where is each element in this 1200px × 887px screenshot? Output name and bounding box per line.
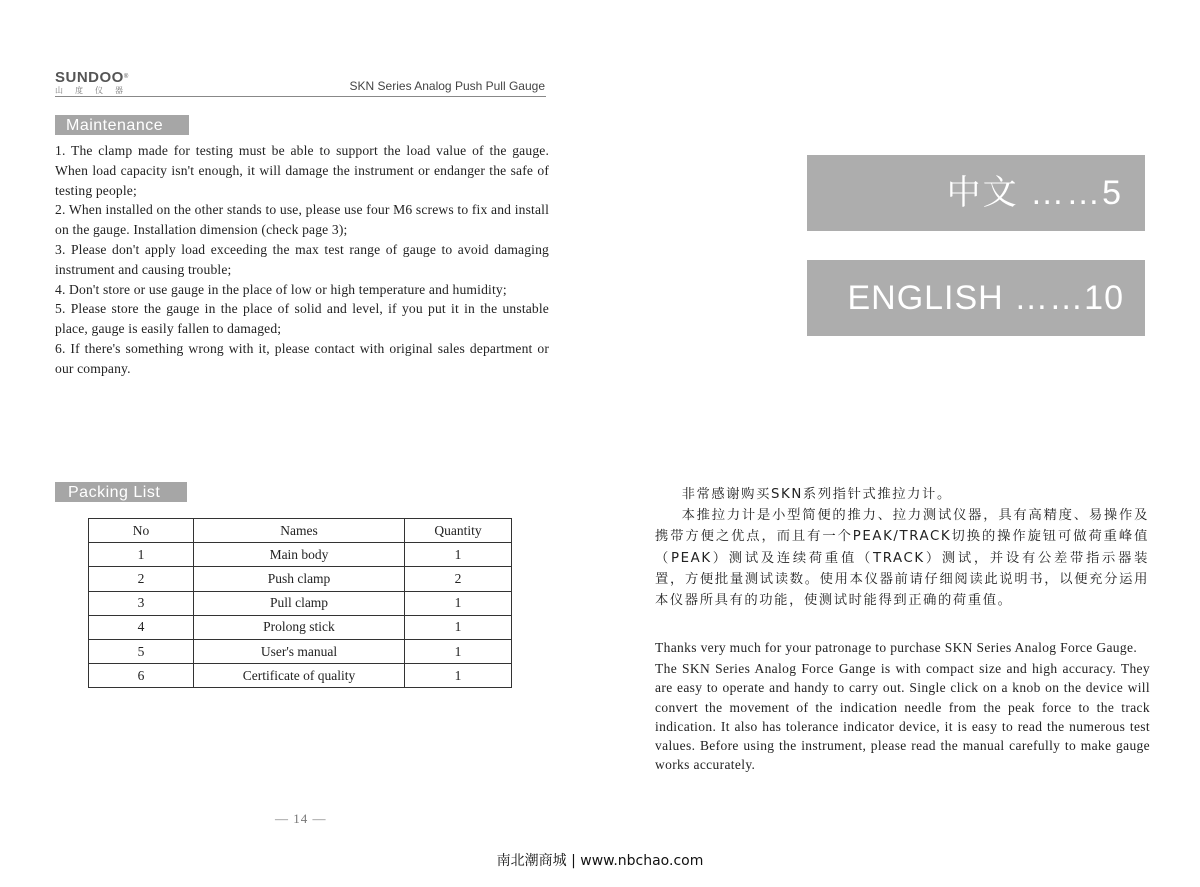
maintenance-item: 5. Please store the gauge in the place of solid and level, if you put it in the unstable place, gauge is easily fallen to damaged; — [55, 301, 549, 337]
cell-quantity: 1 — [405, 639, 512, 663]
brand-logo — [55, 70, 150, 96]
column-header-quantity: Quantity — [405, 519, 512, 543]
maintenance-item: 3. Please don't apply load exceeding the max test range of gauge to avoid damaging instrument and causing trouble; — [55, 241, 549, 277]
registered-mark: ® — [123, 74, 129, 80]
english-intro-paragraph: Thanks very much for your patronage to purchase SKN Series Analog Force Gauge. — [655, 640, 1138, 655]
cell-quantity: 1 — [405, 664, 512, 688]
english-introduction — [655, 638, 1150, 776]
cell-no: 2 — [89, 567, 194, 591]
cell-no: 1 — [89, 543, 194, 567]
table-row — [89, 543, 512, 567]
toc-chinese-link[interactable]: 中文 ……5 — [807, 155, 1145, 231]
maintenance-list — [55, 141, 549, 379]
maintenance-item: 2. When installed on the other stands to use, please use four M6 screws to fix and install on the gauge. Installation dimension (check page 3); — [55, 202, 549, 238]
cell-quantity: 1 — [405, 615, 512, 639]
table-row — [89, 591, 512, 615]
chinese-intro-paragraph: 本推拉力计是小型简便的推力、拉力测试仪器，具有高精度、易操作及携带方便之优点，而且有一个PEAK/TRACK切换的操作旋钮可做荷重峰值（PEAK）测试及连续荷重值（TRACK）测试，并设有公差带指示器装置，方便批量测试读数。使用本仪器前请仔细阅读此说明书，以便充分运用本仪器所具有的功能，使测试时能得到正确的荷重值。 — [655, 508, 1149, 609]
cell-quantity: 1 — [405, 591, 512, 615]
cell-name: Certificate of quality — [194, 664, 405, 688]
site-footer: 南北潮商城 | www.nbchao.com — [496, 853, 704, 869]
maintenance-item: 6. If there's something wrong with it, please contact with original sales department or our company. — [55, 340, 549, 376]
cell-name: User's manual — [194, 639, 405, 663]
cell-no: 5 — [89, 639, 194, 663]
packing-list-heading: Packing List — [55, 482, 187, 502]
chinese-introduction — [655, 484, 1149, 611]
cell-quantity: 2 — [405, 567, 512, 591]
column-header-names: Names — [194, 519, 405, 543]
cell-name: Prolong stick — [194, 615, 405, 639]
logo-wordmark: SUNDOO — [55, 69, 124, 86]
logo-subtitle: 山度仪器 — [55, 86, 135, 95]
cell-name: Push clamp — [194, 567, 405, 591]
cell-name: Main body — [194, 543, 405, 567]
table-row — [89, 615, 512, 639]
maintenance-heading: Maintenance — [55, 115, 189, 135]
table-row — [89, 567, 512, 591]
column-header-no: No — [89, 519, 194, 543]
cell-no: 6 — [89, 664, 194, 688]
maintenance-item: 4. Don't store or use gauge in the place of low or high temperature and humidity; — [55, 281, 507, 297]
chinese-intro-paragraph: 非常感谢购买SKN系列指针式推拉力计。 — [681, 487, 952, 502]
header-title: SKN Series Analog Push Pull Gauge — [349, 79, 545, 93]
packing-table — [88, 518, 512, 688]
cell-no: 4 — [89, 615, 194, 639]
cell-quantity: 1 — [405, 543, 512, 567]
english-intro-paragraph: The SKN Series Analog Force Gange is with compact size and high accuracy. They are easy to operate and handy to carry out. Single click on a knob on the device will convert the movement of the indication needle from the peak force to the track indication. It also has tolerance indicator device, it is easy to read the numerous test values. Before using the instrument, please read the manual carefully to make gauge works accurately. — [655, 661, 1150, 773]
table-header-row — [89, 519, 512, 543]
cell-name: Pull clamp — [194, 591, 405, 615]
table-row — [89, 664, 512, 688]
page-number: — 14 — — [275, 811, 327, 826]
toc-english-link[interactable]: ENGLISH ……10 — [807, 260, 1145, 336]
table-row — [89, 639, 512, 663]
cell-no: 3 — [89, 591, 194, 615]
maintenance-item: 1. The clamp made for testing must be able to support the load value of the gauge. When load capacity isn't enough, it will damage the instrument or endanger the safe of testing people; — [55, 143, 549, 198]
header-divider — [55, 96, 546, 97]
